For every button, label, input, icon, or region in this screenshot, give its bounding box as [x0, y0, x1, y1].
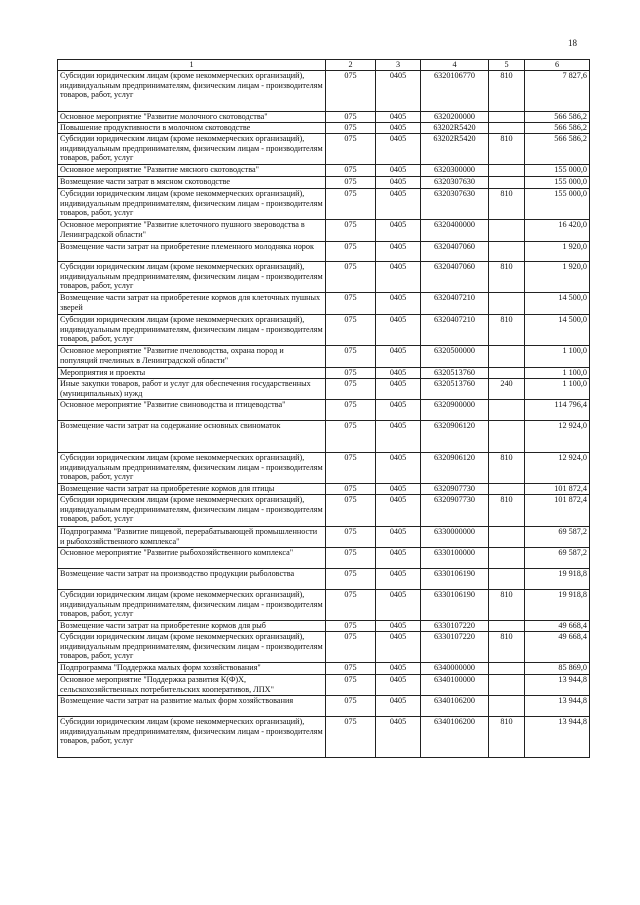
- cell-amount: 85 869,0: [525, 662, 590, 674]
- cell-target-code: 6320307630: [421, 188, 489, 219]
- cell-name: Основное мероприятие "Развитие мясного скотоводства": [58, 164, 326, 176]
- cell-amount: 101 872,4: [525, 494, 590, 526]
- cell-grbs: 075: [326, 378, 376, 399]
- cell-target-code: 6320106770: [421, 70, 489, 111]
- table-row: [58, 631, 590, 662]
- cell-amount: 19 918,8: [525, 589, 590, 620]
- cell-grbs: 075: [326, 111, 376, 122]
- cell-amount: 12 924,0: [525, 420, 590, 452]
- cell-section: 0405: [376, 547, 421, 568]
- table-row: [58, 620, 590, 631]
- table-row: [58, 122, 590, 133]
- table-row: [58, 219, 590, 241]
- cell-name: Возмещение части затрат на приобретение кормов для клеточных пушных зверей: [58, 292, 326, 314]
- cell-amount: 13 944,8: [525, 716, 590, 757]
- cell-vr-code: [489, 176, 525, 188]
- header-col-6: 6: [525, 60, 590, 71]
- cell-vr-code: 810: [489, 452, 525, 483]
- cell-section: 0405: [376, 420, 421, 452]
- cell-name: Возмещение части затрат на развитие малых форм хозяйствования: [58, 695, 326, 716]
- header-col-5: 5: [489, 60, 525, 71]
- cell-section: 0405: [376, 122, 421, 133]
- cell-target-code: 6340100000: [421, 674, 489, 695]
- cell-grbs: 075: [326, 568, 376, 589]
- table-row: [58, 695, 590, 716]
- cell-target-code: 6320513760: [421, 367, 489, 378]
- cell-amount: 69 587,2: [525, 526, 590, 547]
- cell-name: Субсидии юридическим лицам (кроме некоммерческих организаций), индивидуальным предпринимателям, физическим лицам - производителям товаров, работ, услуг: [58, 133, 326, 164]
- table-row: [58, 568, 590, 589]
- cell-grbs: 075: [326, 261, 376, 292]
- cell-amount: 114 796,4: [525, 399, 590, 420]
- cell-section: 0405: [376, 620, 421, 631]
- cell-name: Основное мероприятие "Поддержка развития К(Ф)Х, сельскохозяйственных потребительских кооперативов, ЛПХ": [58, 674, 326, 695]
- cell-target-code: 6320407210: [421, 314, 489, 345]
- cell-vr-code: 240: [489, 378, 525, 399]
- cell-section: 0405: [376, 111, 421, 122]
- cell-name: Возмещение части затрат на приобретение племенного молодняка норок: [58, 241, 326, 261]
- table-row: [58, 378, 590, 399]
- cell-grbs: 075: [326, 399, 376, 420]
- cell-target-code: 6340106200: [421, 716, 489, 757]
- cell-target-code: 6320907730: [421, 483, 489, 494]
- cell-section: 0405: [376, 241, 421, 261]
- cell-amount: 1 100,0: [525, 367, 590, 378]
- table-row: [58, 188, 590, 219]
- cell-grbs: 075: [326, 716, 376, 757]
- cell-section: 0405: [376, 568, 421, 589]
- cell-name: Основное мероприятие "Развитие клеточного пушного звероводства в Ленинградской области": [58, 219, 326, 241]
- cell-target-code: 6320906120: [421, 420, 489, 452]
- cell-section: 0405: [376, 378, 421, 399]
- cell-name: Субсидии юридическим лицам (кроме некоммерческих организаций), индивидуальным предпринимателям, физическим лицам - производителям товаров, работ, услуг: [58, 188, 326, 219]
- cell-grbs: 075: [326, 674, 376, 695]
- cell-amount: 566 586,2: [525, 122, 590, 133]
- cell-section: 0405: [376, 133, 421, 164]
- cell-name: Возмещение части затрат в мясном скотоводстве: [58, 176, 326, 188]
- cell-amount: 566 586,2: [525, 133, 590, 164]
- cell-amount: 1 100,0: [525, 345, 590, 367]
- header-col-4: 4: [421, 60, 489, 71]
- cell-grbs: 075: [326, 292, 376, 314]
- cell-target-code: 6340106200: [421, 695, 489, 716]
- cell-name: Основное мероприятие "Развитие пчеловодства, охрана пород и популяций пчелиных в Ленинградской области": [58, 345, 326, 367]
- cell-vr-code: [489, 219, 525, 241]
- cell-grbs: 075: [326, 631, 376, 662]
- cell-vr-code: [489, 164, 525, 176]
- cell-section: 0405: [376, 452, 421, 483]
- cell-grbs: 075: [326, 314, 376, 345]
- cell-vr-code: [489, 367, 525, 378]
- cell-grbs: 075: [326, 483, 376, 494]
- cell-grbs: 075: [326, 133, 376, 164]
- cell-vr-code: [489, 620, 525, 631]
- cell-name: Субсидии юридическим лицам (кроме некоммерческих организаций), индивидуальным предпринимателям, физическим лицам - производителям товаров, работ, услуг: [58, 70, 326, 111]
- table-row: [58, 70, 590, 111]
- cell-name: Возмещение части затрат на приобретение кормов для птицы: [58, 483, 326, 494]
- cell-section: 0405: [376, 176, 421, 188]
- cell-section: 0405: [376, 70, 421, 111]
- cell-section: 0405: [376, 631, 421, 662]
- cell-name: Субсидии юридическим лицам (кроме некоммерческих организаций), индивидуальным предпринимателям, физическим лицам - производителям товаров, работ, услуг: [58, 631, 326, 662]
- cell-target-code: 6320407060: [421, 241, 489, 261]
- table-row: [58, 314, 590, 345]
- cell-section: 0405: [376, 494, 421, 526]
- table-row: [58, 662, 590, 674]
- cell-name: Возмещение части затрат на производство продукции рыболовства: [58, 568, 326, 589]
- cell-target-code: 6320900000: [421, 399, 489, 420]
- cell-grbs: 075: [326, 188, 376, 219]
- cell-name: Возмещение части затрат на содержание основных свиноматок: [58, 420, 326, 452]
- cell-grbs: 075: [326, 241, 376, 261]
- cell-target-code: 63202R5420: [421, 133, 489, 164]
- cell-target-code: 6320513760: [421, 378, 489, 399]
- cell-section: 0405: [376, 716, 421, 757]
- cell-vr-code: [489, 483, 525, 494]
- cell-grbs: 075: [326, 526, 376, 547]
- table-row: [58, 420, 590, 452]
- cell-target-code: 6320907730: [421, 494, 489, 526]
- cell-grbs: 075: [326, 70, 376, 111]
- cell-vr-code: [489, 526, 525, 547]
- cell-vr-code: [489, 674, 525, 695]
- table-row: [58, 345, 590, 367]
- cell-target-code: 6330106190: [421, 568, 489, 589]
- cell-name: Субсидии юридическим лицам (кроме некоммерческих организаций), индивидуальным предпринимателям, физическим лицам - производителям товаров, работ, услуг: [58, 716, 326, 757]
- cell-name: Иные закупки товаров, работ и услуг для обеспечения государственных (муниципальных) нужд: [58, 378, 326, 399]
- cell-target-code: 6320200000: [421, 111, 489, 122]
- cell-vr-code: 810: [489, 188, 525, 219]
- header-col-2: 2: [326, 60, 376, 71]
- table-row: [58, 292, 590, 314]
- cell-vr-code: 810: [489, 133, 525, 164]
- header-row: [58, 60, 590, 71]
- cell-grbs: 075: [326, 345, 376, 367]
- cell-target-code: 6330000000: [421, 526, 489, 547]
- cell-vr-code: 810: [489, 716, 525, 757]
- cell-section: 0405: [376, 188, 421, 219]
- cell-target-code: 6320407060: [421, 261, 489, 292]
- cell-grbs: 075: [326, 662, 376, 674]
- cell-grbs: 075: [326, 219, 376, 241]
- cell-amount: 101 872,4: [525, 483, 590, 494]
- table-row: [58, 526, 590, 547]
- cell-grbs: 075: [326, 176, 376, 188]
- cell-grbs: 075: [326, 420, 376, 452]
- cell-vr-code: 810: [489, 589, 525, 620]
- cell-vr-code: [489, 547, 525, 568]
- cell-name: Субсидии юридическим лицам (кроме некоммерческих организаций), индивидуальным предпринимателям, физическим лицам - производителям товаров, работ, услуг: [58, 261, 326, 292]
- cell-name: Возмещение части затрат на приобретение кормов для рыб: [58, 620, 326, 631]
- cell-target-code: 6320307630: [421, 176, 489, 188]
- table-row: [58, 674, 590, 695]
- cell-name: Субсидии юридическим лицам (кроме некоммерческих организаций), индивидуальным предпринимателям, физическим лицам - производителям товаров, работ, услуг: [58, 452, 326, 483]
- cell-amount: 1 100,0: [525, 378, 590, 399]
- cell-grbs: 075: [326, 452, 376, 483]
- header-col-3: 3: [376, 60, 421, 71]
- cell-section: 0405: [376, 695, 421, 716]
- cell-amount: 69 587,2: [525, 547, 590, 568]
- cell-amount: 1 920,0: [525, 241, 590, 261]
- cell-amount: 7 827,6: [525, 70, 590, 111]
- table-row: [58, 164, 590, 176]
- cell-vr-code: [489, 241, 525, 261]
- cell-name: Повышение продуктивности в молочном скотоводстве: [58, 122, 326, 133]
- cell-name: Мероприятия и проекты: [58, 367, 326, 378]
- cell-amount: 12 924,0: [525, 452, 590, 483]
- cell-target-code: 6340000000: [421, 662, 489, 674]
- cell-amount: 16 420,0: [525, 219, 590, 241]
- cell-amount: 13 944,8: [525, 695, 590, 716]
- cell-section: 0405: [376, 399, 421, 420]
- table-row: [58, 483, 590, 494]
- cell-section: 0405: [376, 662, 421, 674]
- cell-amount: 155 000,0: [525, 176, 590, 188]
- cell-vr-code: [489, 420, 525, 452]
- cell-vr-code: [489, 111, 525, 122]
- table-row: [58, 111, 590, 122]
- cell-section: 0405: [376, 526, 421, 547]
- cell-target-code: 6330100000: [421, 547, 489, 568]
- cell-grbs: 075: [326, 589, 376, 620]
- table-row: [58, 261, 590, 292]
- header-col-1: 1: [58, 60, 326, 71]
- cell-vr-code: 810: [489, 494, 525, 526]
- cell-grbs: 075: [326, 367, 376, 378]
- table-row: [58, 452, 590, 483]
- cell-target-code: 63202R5420: [421, 122, 489, 133]
- cell-target-code: 6320500000: [421, 345, 489, 367]
- table-row: [58, 176, 590, 188]
- cell-vr-code: 810: [489, 314, 525, 345]
- cell-section: 0405: [376, 345, 421, 367]
- cell-name: Субсидии юридическим лицам (кроме некоммерческих организаций), индивидуальным предпринимателям, физическим лицам - производителям товаров, работ, услуг: [58, 589, 326, 620]
- table-row: [58, 716, 590, 757]
- table-body: [58, 70, 590, 757]
- cell-target-code: 6320407210: [421, 292, 489, 314]
- cell-grbs: 075: [326, 122, 376, 133]
- cell-grbs: 075: [326, 695, 376, 716]
- cell-amount: 566 586,2: [525, 111, 590, 122]
- cell-vr-code: 810: [489, 261, 525, 292]
- page-number: 18: [568, 38, 577, 48]
- cell-section: 0405: [376, 367, 421, 378]
- cell-target-code: 6330107220: [421, 620, 489, 631]
- cell-amount: 49 668,4: [525, 620, 590, 631]
- cell-grbs: 075: [326, 547, 376, 568]
- cell-vr-code: [489, 399, 525, 420]
- cell-amount: 155 000,0: [525, 164, 590, 176]
- cell-amount: 1 920,0: [525, 261, 590, 292]
- cell-target-code: 6320906120: [421, 452, 489, 483]
- cell-target-code: 6320300000: [421, 164, 489, 176]
- cell-section: 0405: [376, 483, 421, 494]
- cell-section: 0405: [376, 314, 421, 345]
- cell-vr-code: [489, 568, 525, 589]
- cell-grbs: 075: [326, 164, 376, 176]
- cell-target-code: 6320400000: [421, 219, 489, 241]
- cell-section: 0405: [376, 292, 421, 314]
- cell-name: Субсидии юридическим лицам (кроме некоммерческих организаций), индивидуальным предпринимателям, физическим лицам - производителям товаров, работ, услуг: [58, 314, 326, 345]
- cell-vr-code: [489, 122, 525, 133]
- cell-section: 0405: [376, 674, 421, 695]
- cell-vr-code: [489, 345, 525, 367]
- cell-section: 0405: [376, 219, 421, 241]
- cell-section: 0405: [376, 589, 421, 620]
- cell-vr-code: 810: [489, 70, 525, 111]
- table-row: [58, 589, 590, 620]
- cell-amount: 49 668,4: [525, 631, 590, 662]
- cell-section: 0405: [376, 164, 421, 176]
- cell-amount: 13 944,8: [525, 674, 590, 695]
- table-row: [58, 399, 590, 420]
- cell-name: Основное мероприятие "Развитие свиноводства и птицеводства": [58, 399, 326, 420]
- cell-target-code: 6330106190: [421, 589, 489, 620]
- table-row: [58, 241, 590, 261]
- cell-section: 0405: [376, 261, 421, 292]
- cell-amount: 14 500,0: [525, 314, 590, 345]
- table-row: [58, 133, 590, 164]
- cell-vr-code: 810: [489, 631, 525, 662]
- cell-vr-code: [489, 695, 525, 716]
- cell-name: Основное мероприятие "Развитие рыбохозяйственного комплекса": [58, 547, 326, 568]
- table-row: [58, 367, 590, 378]
- cell-name: Подпрограмма "Развитие пищевой, перерабатывающей промышленности и рыбохозяйственного комплекса": [58, 526, 326, 547]
- cell-name: Основное мероприятие "Развитие молочного скотоводства": [58, 111, 326, 122]
- cell-target-code: 6330107220: [421, 631, 489, 662]
- cell-amount: 14 500,0: [525, 292, 590, 314]
- table-row: [58, 547, 590, 568]
- cell-grbs: 075: [326, 494, 376, 526]
- cell-grbs: 075: [326, 620, 376, 631]
- cell-vr-code: [489, 662, 525, 674]
- cell-name: Субсидии юридическим лицам (кроме некоммерческих организаций), индивидуальным предпринимателям, физическим лицам - производителям товаров, работ, услуг: [58, 494, 326, 526]
- table-row: [58, 494, 590, 526]
- cell-amount: 155 000,0: [525, 188, 590, 219]
- cell-name: Подпрограмма "Поддержка малых форм хозяйствования": [58, 662, 326, 674]
- cell-amount: 19 918,8: [525, 568, 590, 589]
- budget-table: [57, 59, 590, 758]
- cell-vr-code: [489, 292, 525, 314]
